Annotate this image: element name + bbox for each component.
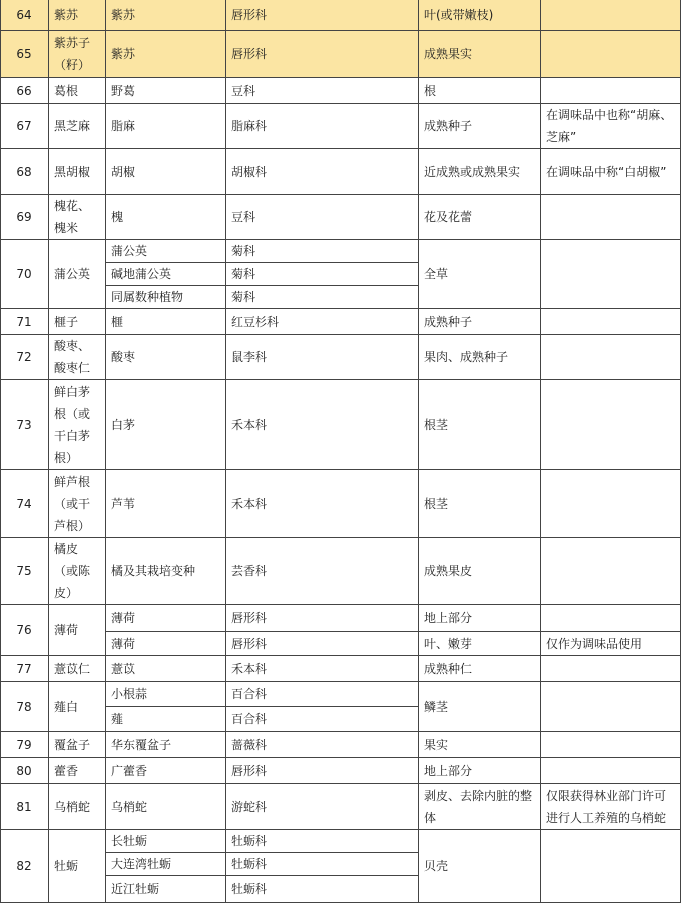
row-71-family <box>226 309 419 335</box>
row-76-name-text: 薄荷 <box>54 623 79 637</box>
row-64-note <box>541 0 681 31</box>
row-69-part <box>419 195 541 240</box>
row-80-part <box>419 758 541 784</box>
row-69-species <box>106 195 226 240</box>
row-64-family-text: 唇形科 <box>231 8 268 22</box>
row-73-name <box>49 380 106 470</box>
row-69-part-text: 花及花蕾 <box>424 210 473 224</box>
row-82-species-text: 大连湾牡蛎 <box>111 857 172 871</box>
row-66-number-text: 66 <box>16 83 32 98</box>
row-75-name <box>49 538 106 605</box>
row-82-family <box>226 876 419 903</box>
row-66-name <box>49 78 106 104</box>
row-79-species <box>106 732 226 758</box>
row-76-family <box>226 632 419 656</box>
row-79-part <box>419 732 541 758</box>
row-70-family <box>226 240 419 263</box>
row-67-species <box>106 104 226 149</box>
row-70-name <box>49 240 106 309</box>
row-64-name-text: 紫苏 <box>54 8 79 22</box>
row-66-part-text: 根 <box>424 83 437 98</box>
row-71-part-text: 成熟种子 <box>424 314 473 329</box>
row-66-family-text: 豆科 <box>231 83 256 98</box>
row-77-number-text: 77 <box>16 661 32 676</box>
row-73-name-text: 鲜白茅根（或干白茅根） <box>54 384 91 465</box>
row-81-species <box>106 784 226 830</box>
row-78-family <box>226 707 419 732</box>
row-74-name-text: 鲜芦根（或干芦根） <box>54 474 91 533</box>
row-74-family-text: 禾本科 <box>231 496 268 511</box>
row-81-family <box>226 784 419 830</box>
row-81-species-text: 乌梢蛇 <box>111 799 148 814</box>
row-71-species <box>106 309 226 335</box>
row-77-note <box>541 656 681 682</box>
row-73-family-text: 禾本科 <box>231 417 268 432</box>
row-77-species-text: 薏苡 <box>111 661 136 676</box>
row-68-note <box>541 149 681 195</box>
row-68-number <box>0 149 49 195</box>
row-78-name <box>49 682 106 732</box>
row-80-family <box>226 758 419 784</box>
row-67-note <box>541 104 681 149</box>
row-69-number <box>0 195 49 240</box>
row-76-species-text: 薄荷 <box>111 636 136 651</box>
row-76-species <box>106 605 226 632</box>
row-73-part <box>419 380 541 470</box>
row-64-family <box>226 0 419 31</box>
row-80-name-text: 藿香 <box>54 763 79 778</box>
row-72-part <box>419 335 541 380</box>
row-82-name-text: 牡蛎 <box>54 859 79 873</box>
row-80-part-text: 地上部分 <box>424 763 473 778</box>
row-66-family <box>226 78 419 104</box>
row-79-number <box>0 732 49 758</box>
row-79-family-text: 蔷薇科 <box>231 737 268 752</box>
row-76-species-text: 薄荷 <box>111 611 136 625</box>
row-79-note <box>541 732 681 758</box>
row-80-species <box>106 758 226 784</box>
row-75-number-text: 75 <box>16 564 32 578</box>
row-65-species-text: 紫苏 <box>111 47 136 61</box>
row-78-family-text: 百合科 <box>231 712 268 726</box>
row-69-species-text: 槐 <box>111 210 124 224</box>
row-70-family-text: 菊科 <box>231 267 256 281</box>
row-78-number-text: 78 <box>16 699 32 714</box>
row-73-number-text: 73 <box>16 417 32 432</box>
row-75-family-text: 芸香科 <box>231 564 268 578</box>
row-75-number <box>0 538 49 605</box>
row-64-number-text: 64 <box>16 8 32 22</box>
row-76-number <box>0 605 49 656</box>
row-68-species <box>106 149 226 195</box>
row-69-note <box>541 195 681 240</box>
row-80-number-text: 80 <box>16 763 32 778</box>
row-76-number-text: 76 <box>16 623 32 637</box>
row-78-family <box>226 682 419 707</box>
row-81-number-text: 81 <box>16 799 32 814</box>
row-75-name-text: 橘皮（或陈皮） <box>54 542 91 600</box>
row-76-family-text: 唇形科 <box>231 611 268 625</box>
row-69-name-text: 槐花、槐米 <box>54 199 91 235</box>
row-70-number <box>0 240 49 309</box>
row-67-part <box>419 104 541 149</box>
row-82-number <box>0 830 49 903</box>
row-70-species-text: 碱地蒲公英 <box>111 267 172 281</box>
row-65-note <box>541 31 681 78</box>
row-80-species-text: 广藿香 <box>111 763 148 778</box>
row-68-name <box>49 149 106 195</box>
row-68-family-text: 胡椒科 <box>231 164 268 179</box>
row-64-number <box>0 0 49 31</box>
row-76-part-text: 地上部分 <box>424 611 473 625</box>
row-77-name-text: 薏苡仁 <box>54 661 91 676</box>
row-75-species <box>106 538 226 605</box>
row-66-name-text: 葛根 <box>54 83 79 98</box>
row-72-family-text: 鼠李科 <box>231 350 268 364</box>
row-67-species-text: 脂麻 <box>111 119 136 133</box>
row-70-species <box>106 263 226 286</box>
row-79-part-text: 果实 <box>424 737 449 752</box>
row-79-name <box>49 732 106 758</box>
row-74-family <box>226 470 419 538</box>
row-69-name <box>49 195 106 240</box>
row-76-species <box>106 632 226 656</box>
row-82-part-text: 贝壳 <box>424 859 449 873</box>
row-82-number-text: 82 <box>16 859 32 873</box>
row-70-family-text: 菊科 <box>231 244 256 258</box>
row-80-number <box>0 758 49 784</box>
row-71-number <box>0 309 49 335</box>
row-82-species-text: 近江牡蛎 <box>111 882 160 896</box>
row-82-family-text: 牡蛎科 <box>231 857 268 871</box>
row-70-note <box>541 240 681 309</box>
row-82-species <box>106 876 226 903</box>
row-67-name-text: 黑芝麻 <box>54 119 91 133</box>
row-77-part <box>419 656 541 682</box>
row-82-family-text: 牡蛎科 <box>231 834 268 848</box>
row-70-species-text: 蒲公英 <box>111 244 148 258</box>
row-76-part <box>419 605 541 632</box>
row-78-part-text: 鳞茎 <box>424 699 449 714</box>
row-65-part <box>419 31 541 78</box>
row-68-note-text: 在调味品中称“白胡椒” <box>546 164 667 179</box>
row-76-note <box>541 605 681 632</box>
row-81-part-text: 剥皮、去除内脏的整体 <box>424 788 533 825</box>
row-72-species-text: 酸枣 <box>111 350 136 364</box>
row-67-family-text: 脂麻科 <box>231 119 268 133</box>
row-66-species-text: 野葛 <box>111 83 136 98</box>
row-80-note <box>541 758 681 784</box>
row-69-family-text: 豆科 <box>231 210 256 224</box>
row-75-family <box>226 538 419 605</box>
row-74-part-text: 根茎 <box>424 496 449 511</box>
row-82-family-text: 牡蛎科 <box>231 882 268 896</box>
row-82-species <box>106 830 226 853</box>
row-66-species <box>106 78 226 104</box>
row-78-species <box>106 682 226 707</box>
row-78-species-text: 小根蒜 <box>111 687 148 701</box>
row-78-number <box>0 682 49 732</box>
row-74-name <box>49 470 106 538</box>
row-74-part <box>419 470 541 538</box>
row-77-family-text: 禾本科 <box>231 661 268 676</box>
row-81-number <box>0 784 49 830</box>
row-71-name <box>49 309 106 335</box>
row-76-family <box>226 605 419 632</box>
row-70-number-text: 70 <box>16 267 32 281</box>
row-72-number-text: 72 <box>16 350 32 364</box>
row-71-family-text: 红豆杉科 <box>231 314 280 329</box>
row-71-name-text: 榧子 <box>54 314 79 329</box>
row-71-number-text: 71 <box>16 314 32 329</box>
row-72-note <box>541 335 681 380</box>
row-68-part-text: 近成熟或成熟果实 <box>424 164 521 179</box>
row-75-note <box>541 538 681 605</box>
row-72-species <box>106 335 226 380</box>
row-68-name-text: 黑胡椒 <box>54 164 91 179</box>
row-65-number <box>0 31 49 78</box>
row-66-note <box>541 78 681 104</box>
table-left-border <box>0 0 1 903</box>
row-82-family <box>226 830 419 853</box>
row-70-species <box>106 240 226 263</box>
row-78-family-text: 百合科 <box>231 687 268 701</box>
row-72-part-text: 果肉、成熟种子 <box>424 350 509 364</box>
row-64-part <box>419 0 541 31</box>
row-82-species <box>106 853 226 876</box>
row-81-note <box>541 784 681 830</box>
row-82-family <box>226 853 419 876</box>
row-66-part <box>419 78 541 104</box>
row-68-part <box>419 149 541 195</box>
row-80-name <box>49 758 106 784</box>
row-78-part <box>419 682 541 732</box>
row-75-part-text: 成熟果皮 <box>424 564 473 578</box>
row-67-family <box>226 104 419 149</box>
row-74-number-text: 74 <box>16 496 32 511</box>
row-64-part-text: 叶(或带嫩枝) <box>424 8 494 22</box>
row-74-species-text: 芦苇 <box>111 496 136 511</box>
row-79-name-text: 覆盆子 <box>54 737 91 752</box>
row-76-part <box>419 632 541 656</box>
row-70-species-text: 同属数种植物 <box>111 290 184 304</box>
row-75-species-text: 橘及其栽培变种 <box>111 564 196 578</box>
row-72-name-text: 酸枣、酸枣仁 <box>54 339 91 375</box>
row-77-family <box>226 656 419 682</box>
row-74-species <box>106 470 226 538</box>
row-65-name-text: 紫苏子（籽） <box>54 36 91 72</box>
row-71-note <box>541 309 681 335</box>
row-73-family <box>226 380 419 470</box>
row-67-number-text: 67 <box>16 119 32 133</box>
row-78-species <box>106 707 226 732</box>
row-82-name <box>49 830 106 903</box>
row-71-species-text: 榧 <box>111 314 124 329</box>
row-70-species <box>106 286 226 309</box>
row-79-species-text: 华东覆盆子 <box>111 737 172 752</box>
row-79-family <box>226 732 419 758</box>
row-77-species <box>106 656 226 682</box>
row-79-number-text: 79 <box>16 737 32 752</box>
row-70-part <box>419 240 541 309</box>
row-77-part-text: 成熟种仁 <box>424 661 473 676</box>
row-66-number <box>0 78 49 104</box>
row-70-family-text: 菊科 <box>231 290 256 304</box>
row-77-number <box>0 656 49 682</box>
row-67-part-text: 成熟种子 <box>424 119 473 133</box>
row-67-number <box>0 104 49 149</box>
row-70-family <box>226 286 419 309</box>
row-65-family-text: 唇形科 <box>231 47 268 61</box>
row-76-note <box>541 632 681 656</box>
row-70-family <box>226 263 419 286</box>
row-75-part <box>419 538 541 605</box>
row-67-name <box>49 104 106 149</box>
row-81-part <box>419 784 541 830</box>
row-68-family <box>226 149 419 195</box>
row-74-number <box>0 470 49 538</box>
row-67-note-text: 在调味品中也称“胡麻、芝麻” <box>546 108 673 144</box>
row-71-part <box>419 309 541 335</box>
row-73-species <box>106 380 226 470</box>
row-78-note <box>541 682 681 732</box>
row-81-name-text: 乌梢蛇 <box>54 799 91 814</box>
row-64-species <box>106 0 226 31</box>
row-81-family-text: 游蛇科 <box>231 799 268 814</box>
row-72-family <box>226 335 419 380</box>
row-73-note <box>541 380 681 470</box>
row-81-name <box>49 784 106 830</box>
row-65-species <box>106 31 226 78</box>
row-69-number-text: 69 <box>16 210 32 224</box>
row-76-part-text: 叶、嫩芽 <box>424 636 473 651</box>
row-74-note <box>541 470 681 538</box>
row-76-note-text: 仅作为调味品使用 <box>546 636 643 651</box>
row-78-species-text: 薤 <box>111 712 124 726</box>
row-73-number <box>0 380 49 470</box>
row-73-part-text: 根茎 <box>424 417 449 432</box>
row-65-part-text: 成熟果实 <box>424 47 473 61</box>
row-73-species-text: 白茅 <box>111 417 136 432</box>
row-68-species-text: 胡椒 <box>111 164 136 179</box>
row-76-name <box>49 605 106 656</box>
row-68-number-text: 68 <box>16 164 32 179</box>
row-72-number <box>0 335 49 380</box>
row-64-name <box>49 0 106 31</box>
row-70-part-text: 全草 <box>424 267 449 281</box>
row-76-family-text: 唇形科 <box>231 636 268 651</box>
row-64-species-text: 紫苏 <box>111 8 136 22</box>
row-82-note <box>541 830 681 903</box>
row-82-species-text: 长牡蛎 <box>111 834 148 848</box>
row-78-name-text: 薤白 <box>54 699 79 714</box>
row-72-name <box>49 335 106 380</box>
row-65-family <box>226 31 419 78</box>
row-65-number-text: 65 <box>16 47 32 61</box>
row-69-family <box>226 195 419 240</box>
row-65-name <box>49 31 106 78</box>
row-77-name <box>49 656 106 682</box>
row-70-name-text: 蒲公英 <box>54 267 91 281</box>
row-81-note-text: 仅限获得林业部门许可进行人工养殖的乌梢蛇 <box>546 788 667 825</box>
row-82-part <box>419 830 541 903</box>
row-80-family-text: 唇形科 <box>231 763 268 778</box>
